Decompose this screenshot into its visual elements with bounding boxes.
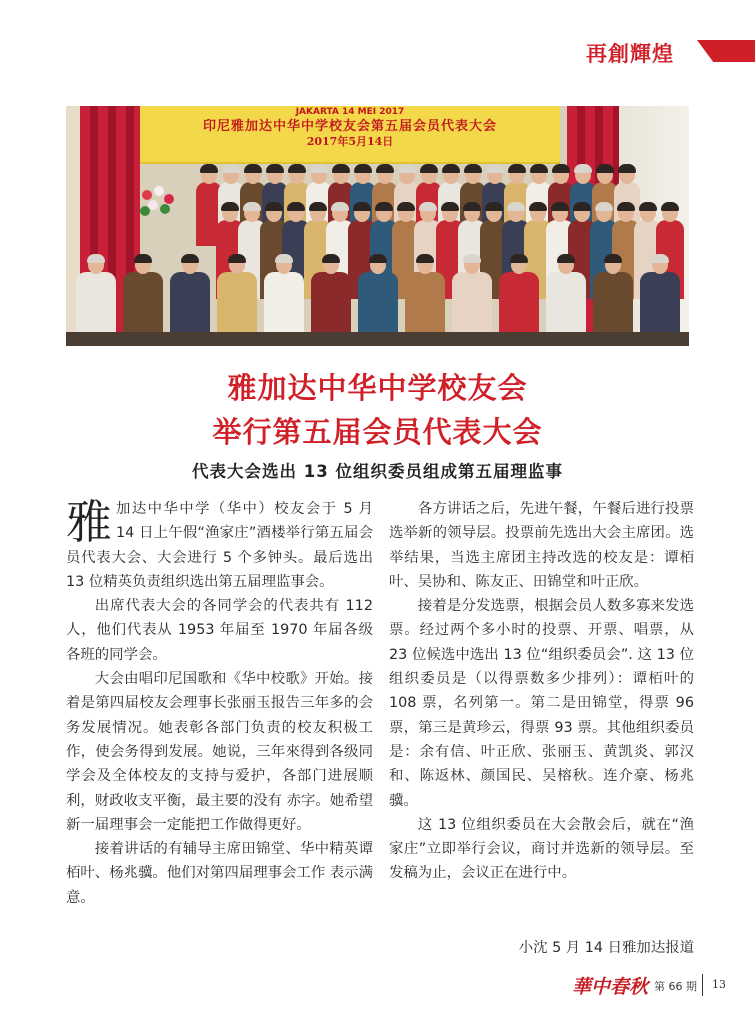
page-footer [572,972,747,1000]
group-photo [66,106,689,346]
page-number: 13 [712,978,726,991]
magazine-logo: 華中春秋 [572,976,649,998]
article-column-left [66,497,373,910]
paragraph: 大会由唱印尼国歌和《华中校歌》开始。接着是第四届校友会理事长张丽玉报告三年多的会务发展情况。她表彰各部门负责的校友积极工作，使会务得到发展。她说，三年來得到各级同学会及全体校友的支持与爱护，各部门进展顺利，财政收支平衡，最主要的没有 赤字。她希望新一届理事会一定能把工作做得更好。 [66,671,373,833]
paragraph: 接着是分发选票，根据会员人数多寡来发选票。经过两个多小时的投票、开票、唱票，从 23 位候选中选出 13 位“组织委员会”. 这 13 位组织委员是（以得票数多少排列）：谭栢叶的 108 票，名列第一。第二是田锦堂，得票 96 票，第三是黄珍云，得票 93 票。其他组织委员是：余有信、叶正欣、张丽玉、黄凯炎、郭汉和、陈返林、颜国民、吴榕秋。连介豪、杨兆骥。 [389,598,694,809]
issue-number: 第 66 期 [654,980,697,993]
paragraph: 出席代表大会的各同学会的代表共有 112 人，他们代表从 1953 年届至 1970 年届各级各班的同学会。 [66,598,373,663]
paragraph: 这 13 位组织委员在大会散会后，就在“渔家庄”立即举行会议，商讨并选新的领导层。至发稿为止，会议正在进行中。 [389,816,694,882]
article-title-line-1: 雅加达中华中学校友会 [227,371,528,405]
paragraph: 雅加达中华中学（华中）校友会于 5 月 14 日上午假“渔家庄”酒楼举行第五届会员代表大会、大会进行 5 个多钟头。最后选出 13 位精英负责组织选出第五届理监事会。 [66,495,373,590]
section-tag-bar [697,40,755,62]
section-tag-text: 再創輝煌 [586,41,674,66]
article-title-line-2: 举行第五届会员代表大会 [212,415,543,449]
section-tag [560,36,755,66]
banner-line-2: 印尼雅加达中华中学校友会第五届会员代表大会 [202,119,497,134]
article-subtitle: 代表大会选出 13 位组织委员组成第五届理监事 [192,462,563,481]
drop-cap: 雅 [66,495,112,549]
paragraph: 各方讲话之后，先进午餐，午餐后进行投票选举新的领导层。投票前先选出大会主席团。选举结果，当选主席团主持改选的校友是：谭栢叶、吴协和、陈友正、田锦堂和叶正欣。 [389,501,694,590]
group-of-people [66,156,689,346]
article-byline: 小沈 5 月 14 日雅加达报道 [518,940,694,956]
banner-line-1: JAKARTA 14 MEI 2017 [295,107,405,117]
paragraph: 接着讲话的有辅导主席田锦堂、华中精英谭栢叶、杨兆骥。他们对第四届理事会工作 表示满意。 [66,841,373,906]
article-column-right [389,497,694,886]
banner-line-3: 2017年5月14日 [306,135,394,148]
footer-divider [702,974,703,996]
